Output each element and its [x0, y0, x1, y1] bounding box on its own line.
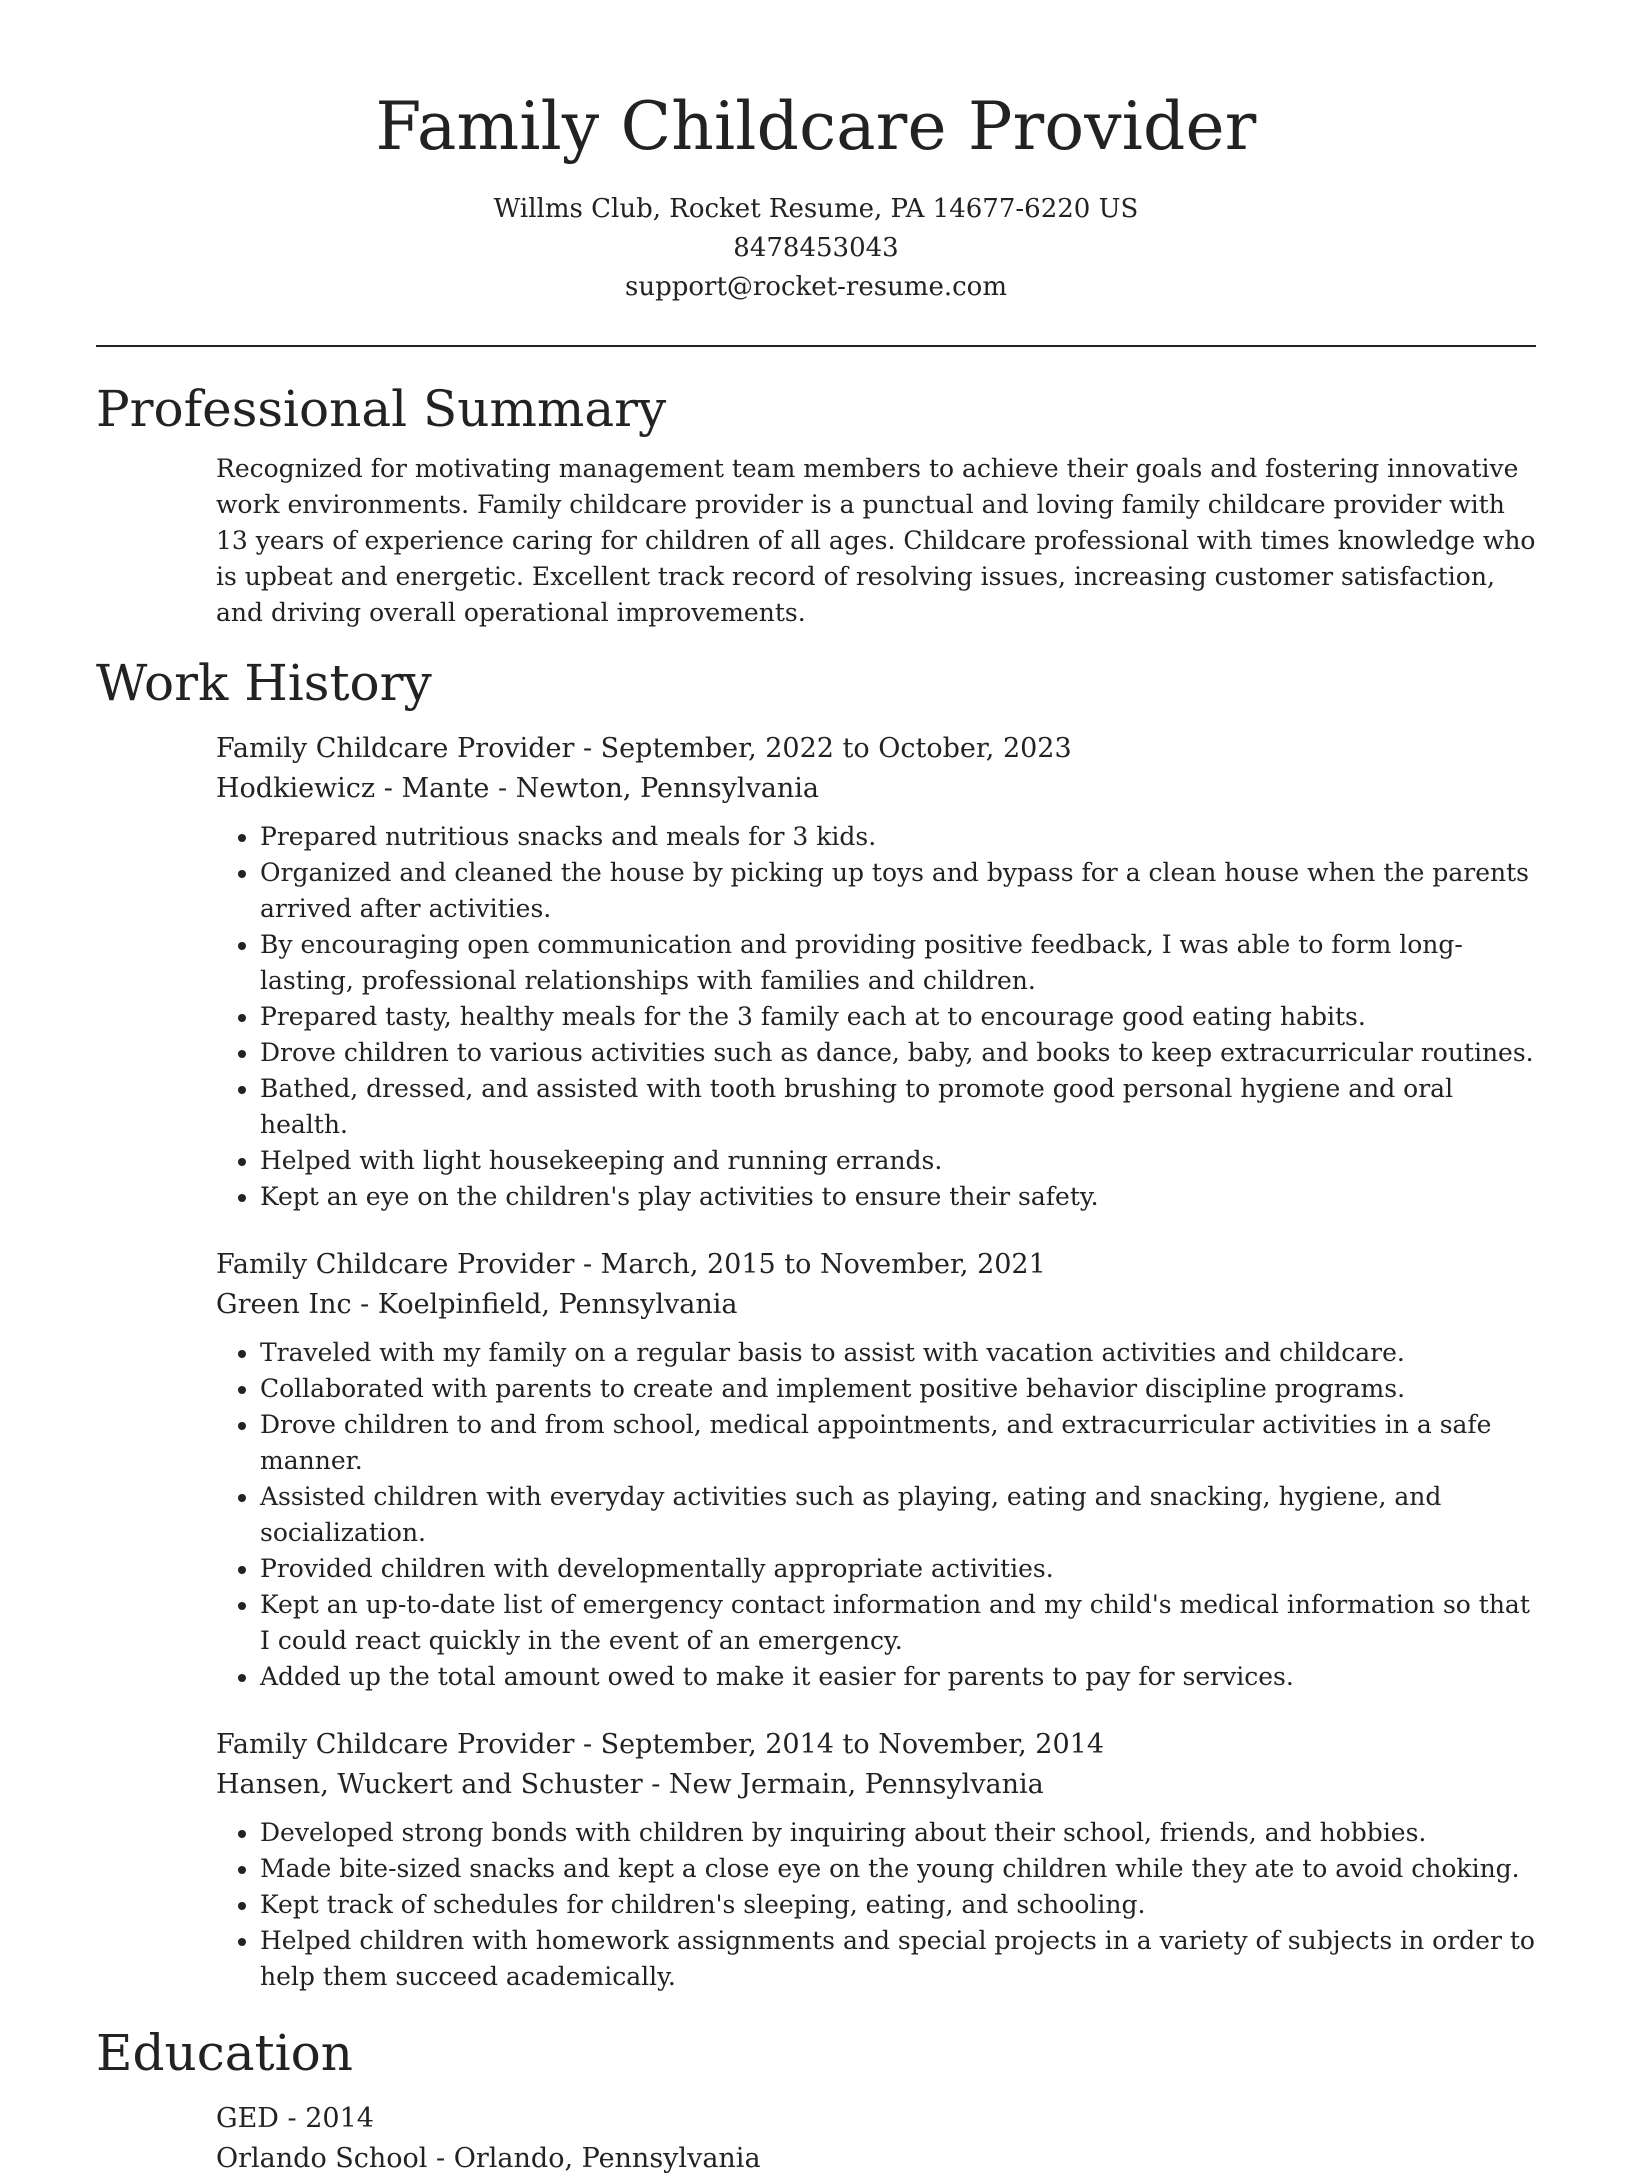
job-bullet: • Assisted children with everyday activities such as playing, eating and snacking, hygiene, and socialization. [260, 1479, 1536, 1551]
job-entry [216, 1245, 1536, 1695]
job-location: - Koelpinfield, Pennsylvania [351, 1289, 738, 1320]
contact-address: Willms Club, Rocket Resume, PA 14677-6220 US [493, 194, 1139, 224]
job-bullet: • Developed strong bonds with children by inquiring about their school, friends, and hobbies. [260, 1815, 1536, 1851]
job-title-line [216, 1245, 1536, 1285]
summary-heading: Professional Summary [96, 380, 667, 438]
job-dates: - September, 2022 to October, 2023 [574, 733, 1072, 764]
job-bullets [216, 1335, 1536, 1695]
job-company: Hansen, Wuckert and Schuster [216, 1769, 643, 1800]
resume-header [96, 0, 1536, 307]
job-dates: - September, 2014 to November, 2014 [574, 1729, 1105, 1760]
job-entry [216, 1725, 1536, 1995]
job-bullet: • By encouraging open communication and providing positive feedback, I was able to form long-lasting, professional relationships with families and children. [260, 927, 1536, 999]
job-location: - Newton, Pennsylvania [489, 773, 819, 804]
education-heading: Education [96, 2024, 353, 2082]
job-bullet: • Collaborated with parents to create and implement positive behavior discipline programs. [260, 1371, 1536, 1407]
contact-phone: 8478453043 [733, 233, 899, 263]
job-entry [216, 729, 1536, 1215]
education-location: - Orlando, Pennsylvania [427, 2143, 761, 2174]
candidate-name: Family Childcare Provider [375, 88, 1257, 165]
education-school-line [216, 2139, 1536, 2179]
work-history-heading: Work History [96, 654, 432, 712]
job-bullet: • Traveled with my family on a regular basis to assist with vacation activities and childcare. [260, 1335, 1536, 1371]
education-school: Orlando School [216, 2143, 428, 2174]
job-bullet: • Added up the total amount owed to make it easier for parents to pay for services. [260, 1659, 1536, 1695]
education-degree: GED [216, 2103, 279, 2134]
job-role: Family Childcare Provider [216, 1249, 575, 1280]
job-bullet: • Prepared tasty, healthy meals for the 3 family each at to encourage good eating habits. [260, 999, 1536, 1035]
work-history-section [216, 729, 1536, 1995]
education-section [216, 2099, 1536, 2179]
job-dates: - March, 2015 to November, 2021 [574, 1249, 1046, 1280]
job-company: Hodkiewicz - Mante [216, 773, 490, 804]
job-company: Green Inc [216, 1289, 352, 1320]
job-bullet: • Helped with light housekeeping and running errands. [260, 1143, 1536, 1179]
job-title-line [216, 729, 1536, 769]
summary-text: Recognized for motivating management team members to achieve their goals and fostering innovative work environments. Family childcare provider is a punctual and loving family childcare provider with 13 years of experience caring for children of all ages. Childcare professional with times knowledge who is upbeat and energetic. Excellent track record of resolving issues, increasing customer satisfaction, and driving overall operational improvements. [216, 454, 1536, 627]
job-bullet: • Provided children with developmentally appropriate activities. [260, 1551, 1536, 1587]
job-location: - New Jermain, Pennsylvania [642, 1769, 1044, 1800]
job-role: Family Childcare Provider [216, 1729, 575, 1760]
job-bullet: • Organized and cleaned the house by picking up toys and bypass for a clean house when the parents arrived after activities. [260, 855, 1536, 927]
summary-section [216, 451, 1536, 631]
job-bullet: • Prepared nutritious snacks and meals for 3 kids. [260, 819, 1536, 855]
job-bullet: • Helped children with homework assignments and special projects in a variety of subjects in order to help them succeed academically. [260, 1923, 1536, 1995]
job-bullet: • Kept an up-to-date list of emergency contact information and my child's medical information so that I could react quickly in the event of an emergency. [260, 1587, 1536, 1659]
job-bullet: • Drove children to and from school, medical appointments, and extracurricular activities in a safe manner. [260, 1407, 1536, 1479]
contact-email: support@rocket-resume.com [624, 272, 1007, 302]
job-bullet: • Bathed, dressed, and assisted with tooth brushing to promote good personal hygiene and oral health. [260, 1071, 1536, 1143]
job-bullets [216, 819, 1536, 1215]
education-degree-line [216, 2099, 1536, 2139]
job-bullet: • Made bite-sized snacks and kept a close eye on the young children while they ate to avoid choking. [260, 1851, 1536, 1887]
job-title-line [216, 1725, 1536, 1765]
header-divider [96, 345, 1536, 347]
job-company-line [216, 1765, 1536, 1805]
job-company-line [216, 1285, 1536, 1325]
job-role: Family Childcare Provider [216, 733, 575, 764]
job-bullet: • Drove children to various activities such as dance, baby, and books to keep extracurricular routines. [260, 1035, 1536, 1071]
job-bullet: • Kept an eye on the children's play activities to ensure their safety. [260, 1179, 1536, 1215]
job-company-line [216, 769, 1536, 809]
education-year: - 2014 [278, 2103, 374, 2134]
job-bullet: • Kept track of schedules for children's sleeping, eating, and schooling. [260, 1887, 1536, 1923]
job-bullets [216, 1815, 1536, 1995]
